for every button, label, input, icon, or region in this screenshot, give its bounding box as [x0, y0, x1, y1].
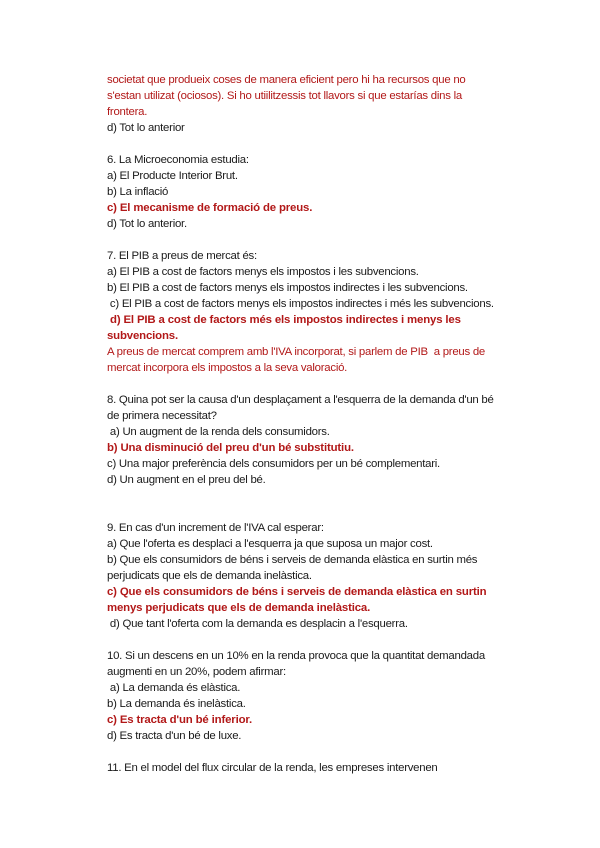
q6-option-d: d) Tot lo anterior. — [107, 218, 187, 230]
q9-option-c-answer-line-2: menys perjudicats que els de demanda inelàstica. — [107, 602, 371, 614]
q10-option-d: d) Es tracta d'un bé de luxe. — [107, 730, 242, 742]
question-10 — [107, 648, 507, 744]
q7-option-d-answer-line-2: subvencions. — [107, 330, 178, 342]
q7-option-b: b) El PIB a cost de factors menys els impostos indirectes i les subvencions. — [107, 282, 468, 294]
q7-option-c: c) El PIB a cost de factors menys els impostos indirectes i més les subvencions. — [107, 298, 494, 310]
q7-text: 7. El PIB a preus de mercat és: — [107, 250, 257, 262]
q6-option-a: a) El Producte Interior Brut. — [107, 170, 238, 182]
q11-text: 11. En el model del flux circular de la renda, les empreses intervenen — [107, 762, 438, 774]
q10-text-line-1: 10. Si un descens en un 10% en la renda provoca que la quantitat demandada — [107, 650, 485, 662]
document-page — [107, 72, 507, 776]
q7-note-line-1: A preus de mercat comprem amb l'IVA incorporat, si parlem de PIB a preus de — [107, 346, 486, 358]
q10-option-c-answer: c) Es tracta d'un bé inferior. — [107, 714, 253, 726]
q9-option-b-line-1: b) Que els consumidors de béns i serveis de demanda elàstica en surtin més — [107, 554, 478, 566]
q8-option-a: a) Un augment de la renda dels consumidors. — [107, 426, 330, 438]
question-9 — [107, 520, 507, 632]
q8-text-line-2: de primera necessitat? — [107, 410, 217, 422]
q10-option-a: a) La demanda és elàstica. — [107, 682, 241, 694]
question-11 — [107, 760, 507, 776]
q9-text: 9. En cas d'un increment de l'IVA cal esperar: — [107, 522, 324, 534]
intro-option-d: d) Tot lo anterior — [107, 122, 185, 134]
q9-option-a: a) Que l'oferta es desplaci a l'esquerra ja que suposa un major cost. — [107, 538, 433, 550]
q6-option-c-answer: c) El mecanisme de formació de preus. — [107, 202, 313, 214]
q9-option-b-line-2: perjudicats que els de demanda inelàstica. — [107, 570, 312, 582]
q6-text: 6. La Microeconomia estudia: — [107, 154, 249, 166]
q7-option-a: a) El PIB a cost de factors menys els impostos i les subvencions. — [107, 266, 419, 278]
intro-line-3: frontera. — [107, 106, 148, 118]
q10-option-b: b) La demanda és inelàstica. — [107, 698, 246, 710]
q8-option-b-answer: b) Una disminució del preu d'un bé substitutiu. — [107, 442, 354, 454]
q8-text-line-1: 8. Quina pot ser la causa d'un desplaçament a l'esquerra de la demanda d'un bé — [107, 394, 494, 406]
intro-line-1: societat que produeix coses de manera eficient pero hi ha recursos que no — [107, 74, 466, 86]
q10-text-line-2: augmenti en un 20%, podem afirmar: — [107, 666, 286, 678]
q6-option-b: b) La inflació — [107, 186, 169, 198]
intro-line-2: s'estan utilizat (ociosos). Si ho utiilitzessis tot llavors si que estarías dins la — [107, 90, 462, 102]
q9-option-c-answer-line-1: c) Que els consumidors de béns i serveis de demanda elàstica en surtin — [107, 586, 487, 598]
question-8 — [107, 392, 507, 488]
q8-option-c: c) Una major preferència dels consumidors per un bé complementari. — [107, 458, 440, 470]
question-7 — [107, 248, 507, 376]
intro-block — [107, 72, 507, 136]
q7-option-d-answer-line-1: d) El PIB a cost de factors més els impostos indirectes i menys les — [107, 314, 461, 326]
q7-note-line-2: mercat incorpora els impostos a la seva valoració. — [107, 362, 348, 374]
q8-option-d: d) Un augment en el preu del bé. — [107, 474, 266, 486]
question-6 — [107, 152, 507, 232]
q9-option-d: d) Que tant l'oferta com la demanda es desplacin a l'esquerra. — [107, 618, 408, 630]
